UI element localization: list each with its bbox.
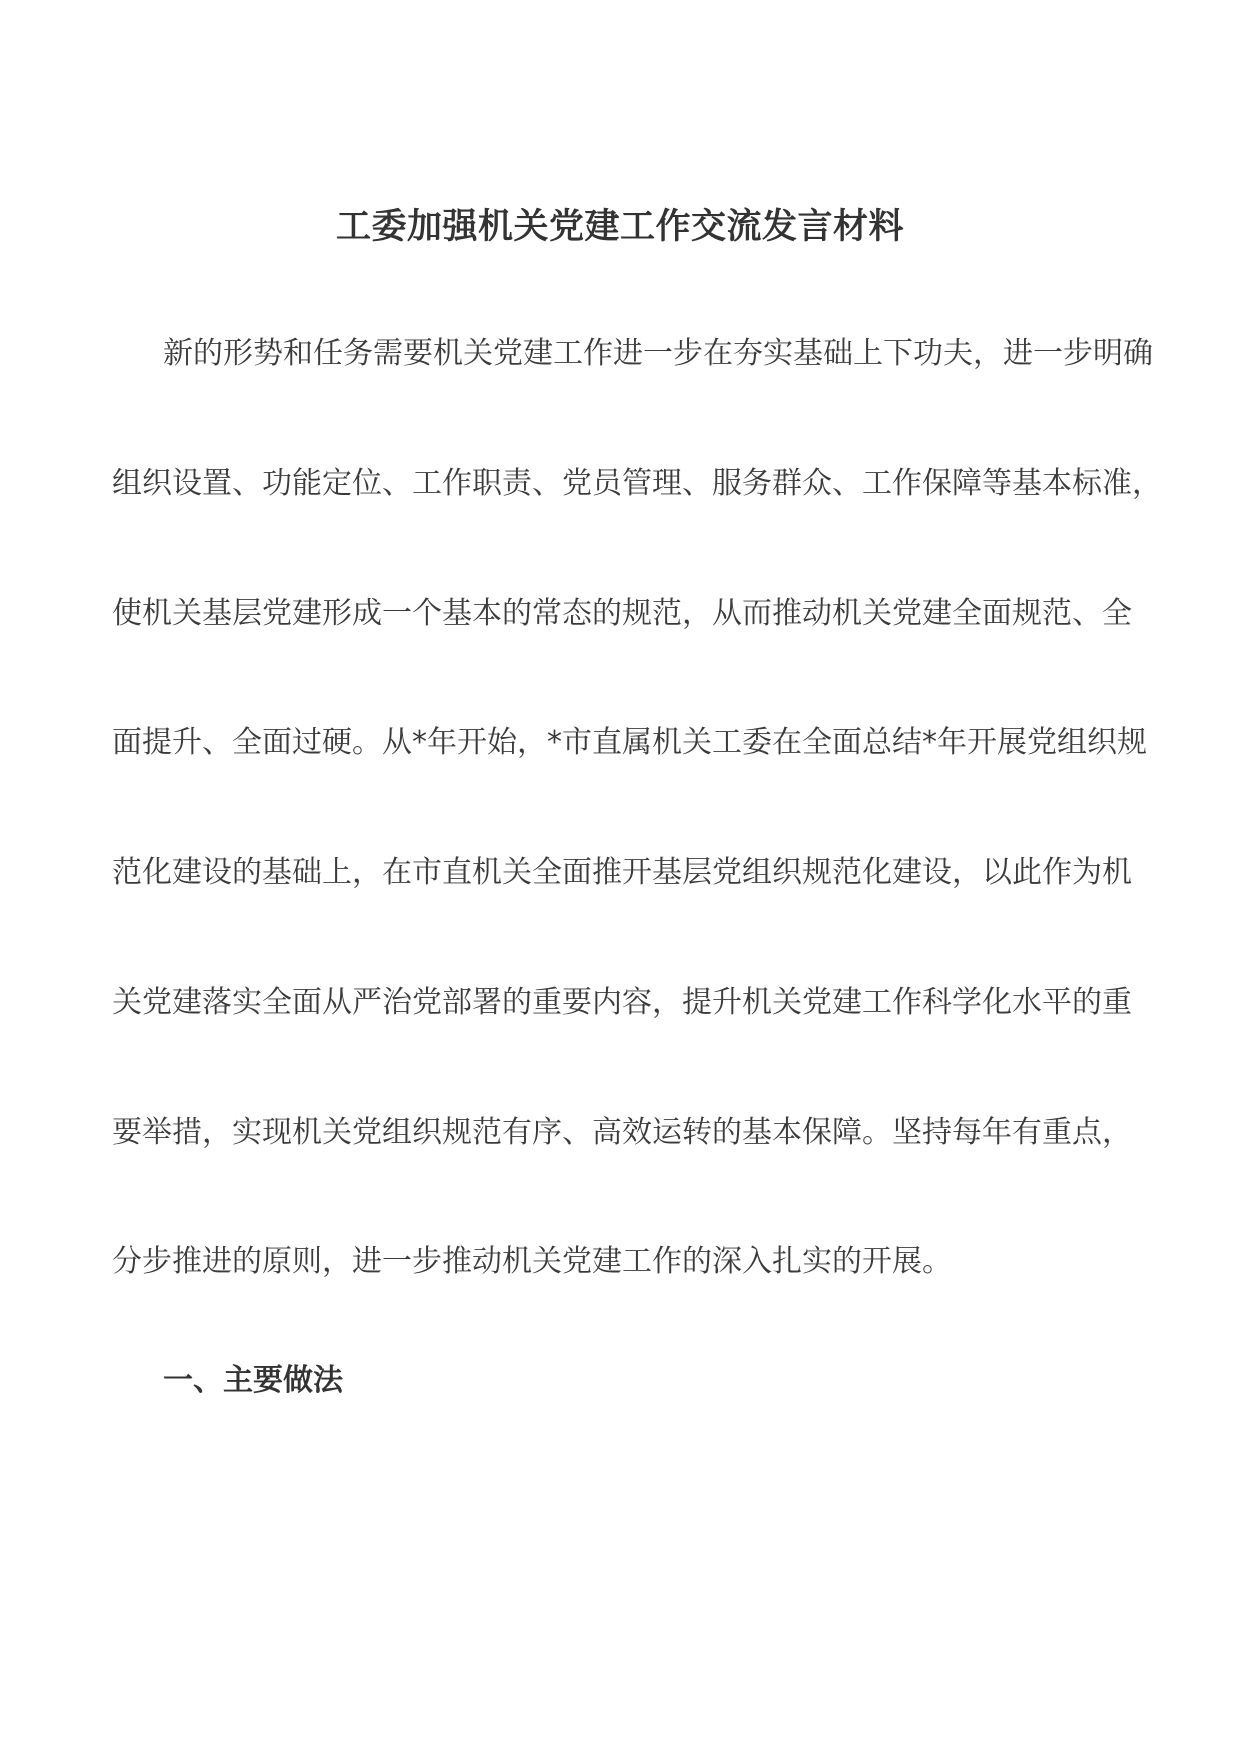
document-title: 工委加强机关党建工作交流发言材料: [335, 207, 904, 247]
paragraph-line: 新的形势和任务需要机关党建工作进一步在夯实基础上下功夫，进一步明确: [163, 336, 1153, 371]
section-heading: 一、主要做法: [163, 1363, 343, 1398]
paragraph-line: 分步推进的原则，进一步推动机关党建工作的深入扎实的开展。: [112, 1244, 952, 1279]
paragraph-line: 使机关基层党建形成一个基本的常态的规范，从而推动机关党建全面规范、全: [112, 596, 1132, 631]
paragraph-line: 要举措，实现机关党组织规范有序、高效运转的基本保障。坚持每年有重点，: [112, 1115, 1132, 1150]
paragraph-line: 范化建设的基础上，在市直机关全面推开基层党组织规范化建设，以此作为机: [112, 855, 1132, 890]
paragraph-line: 面提升、全面过硬。从*年开始，*市直属机关工委在全面总结*年开展党组织规: [112, 725, 1147, 760]
paragraph-line: 组织设置、功能定位、工作职责、党员管理、服务群众、工作保障等基本标准，: [112, 466, 1162, 501]
paragraph-line: 关党建落实全面从严治党部署的重要内容，提升机关党建工作科学化水平的重: [112, 985, 1132, 1020]
